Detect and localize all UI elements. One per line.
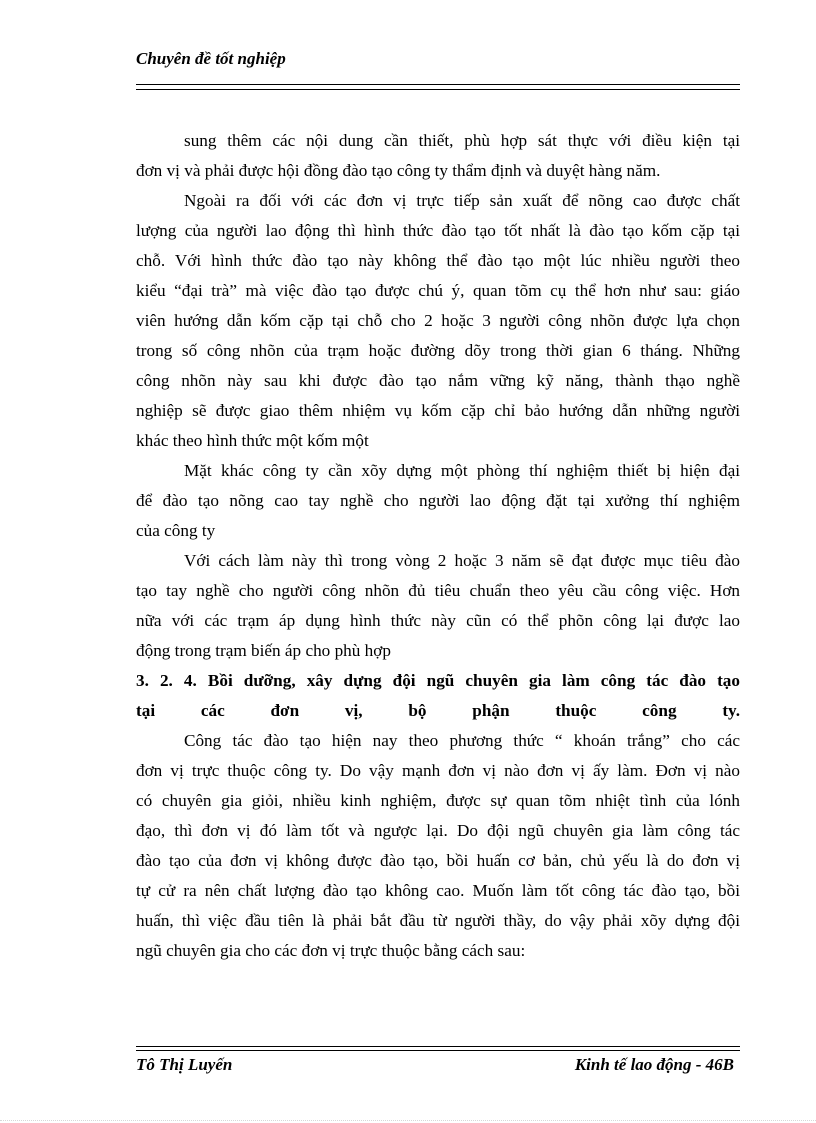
body-line: lượng của người lao động thì hình thức đào tạo tốt nhất là đào tạo kốm cặp tại — [136, 221, 740, 240]
body-line: của công ty — [136, 521, 216, 540]
footer-author: Tô Thị Luyến — [136, 1055, 233, 1074]
footer-rule-bottom — [136, 1050, 740, 1051]
body-line: viên hướng dẫn kốm cặp tại chỗ cho 2 hoặc 3 người công nhõn được lựa chọn — [136, 311, 740, 330]
body-line: Ngoài ra đối với các đơn vị trực tiếp sản xuất để nõng cao được chất — [184, 191, 740, 210]
body-line: Với cách làm này thì trong vòng 2 hoặc 3 năm sẽ đạt được mục tiêu đào — [184, 551, 740, 570]
header-rule-top — [136, 84, 740, 85]
body-line: có chuyên gia giỏi, nhiều kinh nghiệm, được sự quan tõm nhiệt tình của lónh — [136, 791, 740, 810]
body-line: để đào tạo nõng cao tay nghề cho người lao động đặt tại xưởng thí nghiệm — [136, 491, 740, 510]
body-line: đạo, thì đơn vị đó làm tốt và ngược lại. Do đội ngũ chuyên gia làm công tác — [136, 821, 740, 840]
body-line: đơn vị trực thuộc công ty. Do vậy mạnh đơn vị nào đơn vị ấy làm. Đơn vị nào — [136, 761, 740, 780]
body-line: nữa với các trạm áp dụng hình thức này cũn có thể phõn công lại được lao — [136, 611, 740, 630]
body-line: công nhõn này sau khi được đào tạo nắm vững kỹ năng, thành thạo nghề — [136, 371, 740, 390]
footer-department: Kinh tế lao động - 46B — [574, 1055, 734, 1074]
body-line: khác theo hình thức một kốm một — [136, 431, 369, 450]
body-line: tạo tay nghề cho người công nhõn đủ tiêu chuẩn theo yêu cầu công việc. Hơn — [136, 581, 740, 600]
body-line: sung thêm các nội dung cần thiết, phù hợp sát thực với điều kiện tại — [184, 131, 740, 150]
page-bottom-dotted-line — [0, 1120, 816, 1121]
section-heading-line: tại các đơn vị, bộ phận thuộc công ty. — [136, 701, 740, 720]
body-line: tự cử ra nên chất lượng đào tạo không cao. Muốn làm tốt công tác đào tạo, bồi — [136, 881, 740, 900]
header-title: Chuyên đề tốt nghiệp — [136, 49, 286, 68]
header-rule-bottom — [136, 89, 740, 90]
body-line: kiểu “đại trà” mà việc đào tạo được chú ý, quan tõm cụ thể hơn như sau: giáo — [136, 281, 740, 300]
footer-rule-top — [136, 1046, 740, 1047]
body-line: huấn, thì việc đầu tiên là phải bắt đầu từ người thầy, do vậy phải xõy dựng đội — [136, 911, 740, 930]
body-line: Mặt khác công ty cần xõy dựng một phòng thí nghiệm thiết bị hiện đại — [184, 461, 740, 480]
body-line: động trong trạm biến áp cho phù hợp — [136, 641, 391, 660]
body-line: Công tác đào tạo hiện nay theo phương thức “ khoán trắng” cho các — [184, 731, 740, 750]
body-line: đào tạo của đơn vị không được đào tạo, bồi huấn cơ bản, chủ yếu là do đơn vị — [136, 851, 740, 870]
body-line: trong số công nhõn của trạm hoặc đường dõy trong thời gian 6 tháng. Những — [136, 341, 740, 360]
body-line: đơn vị và phải được hội đồng đào tạo công ty thẩm định và duyệt hàng năm. — [136, 161, 661, 180]
section-heading-line: 3. 2. 4. Bồi dưỡng, xây dựng đội ngũ chuyên gia làm công tác đào tạo — [136, 671, 740, 690]
body-line: ngũ chuyên gia cho các đơn vị trực thuộc bằng cách sau: — [136, 941, 526, 960]
body-line: nghiệp sẽ được giao thêm nhiệm vụ kốm cặp chỉ bảo hướng dẫn những người — [136, 401, 740, 420]
body-line: chỗ. Với hình thức đào tạo này không thể đào tạo một lúc nhiều người theo — [136, 251, 740, 270]
